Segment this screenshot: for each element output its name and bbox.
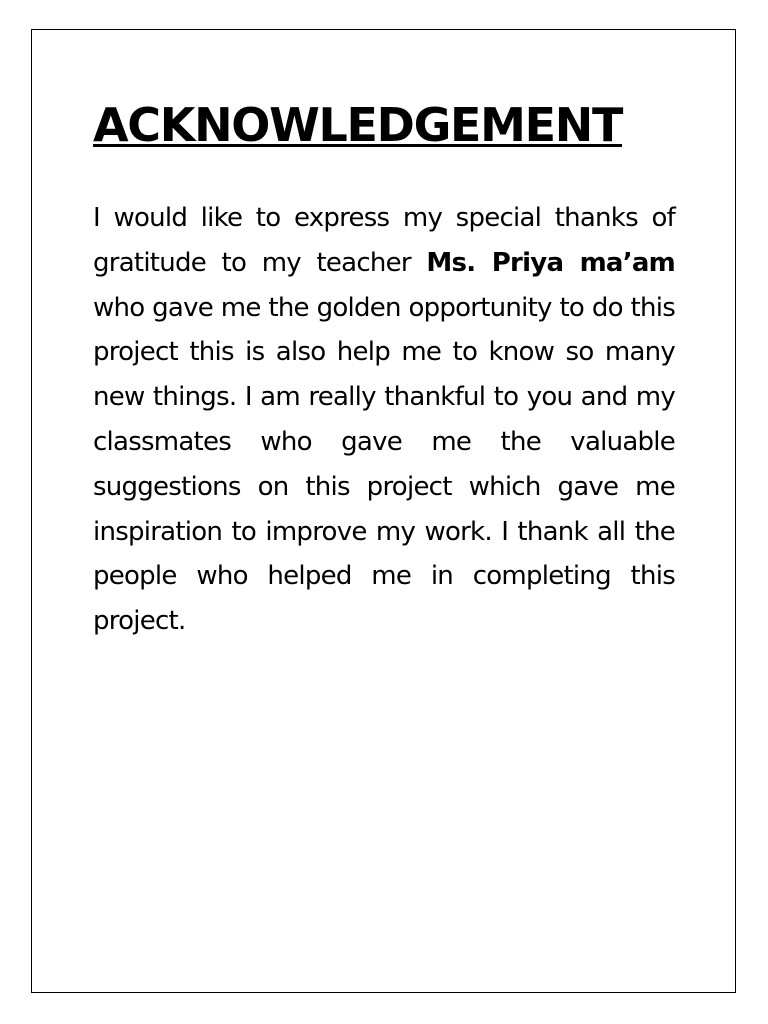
page-title: ACKNOWLEDGEMENT <box>93 98 623 152</box>
document-content <box>93 96 675 644</box>
paragraph-text-start: I would like to express my special thanks of gratitude to my teacher <box>93 203 675 278</box>
paragraph-text-end: who gave me the golden opportunity to do this project this is also help me to know so many new things. I am really thankful to you and my classmates who gave me the valuable suggestions on this project which gave me inspiration to improve my work. I thank all the people who helped me in completing this project. <box>93 292 675 637</box>
teacher-name: Ms. Priya ma’am <box>426 247 675 278</box>
acknowledgement-paragraph <box>93 196 675 644</box>
